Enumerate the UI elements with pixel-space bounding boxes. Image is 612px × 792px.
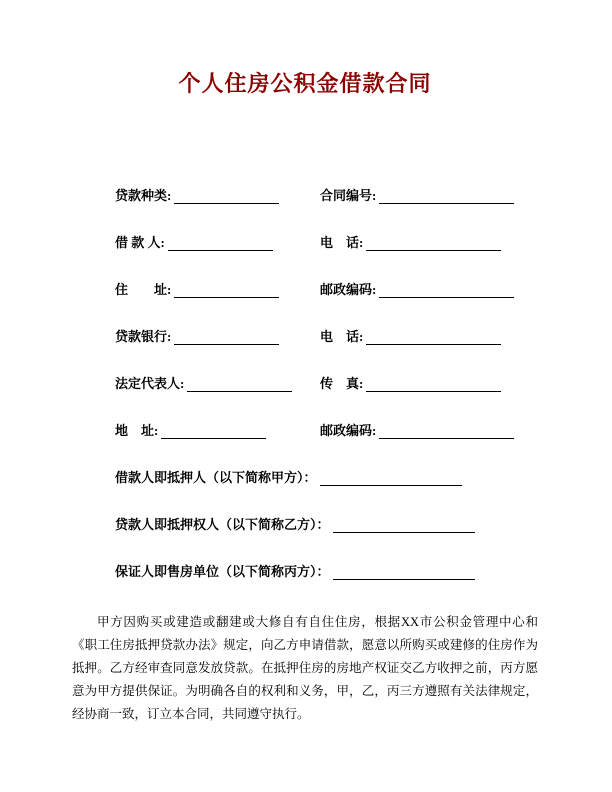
field-label-loan-bank: 贷款银行: [115, 329, 172, 344]
field-borrower [115, 235, 320, 251]
party-label-b: 贷款人即抵押权人（以下简称乙方）： [115, 517, 330, 532]
field-label-fax: 传 真: [320, 376, 364, 391]
blank-line-postal-code-1 [379, 283, 514, 298]
field-fax [320, 376, 538, 392]
field-address-1 [115, 282, 320, 298]
field-label-loan-type: 贷款种类: [115, 188, 172, 203]
field-label-address-1: 住 址: [115, 282, 172, 297]
field-label-postal-code-2: 邮政编码: [320, 423, 377, 438]
field-label-borrower: 借 款 人: [115, 235, 165, 250]
form-row [115, 235, 538, 251]
form-row [115, 376, 538, 392]
field-label-postal-code-1: 邮政编码: [320, 282, 377, 297]
field-label-phone-1: 电 话: [320, 235, 364, 250]
blank-line-postal-code-2 [379, 424, 514, 439]
field-label-legal-representative: 法定代表人: [115, 376, 185, 391]
blank-line-party-c [333, 565, 475, 580]
party-label-a: 借款人即抵押人（以下简称甲方）： [115, 470, 317, 485]
field-loan-bank [115, 329, 320, 345]
form-row [115, 188, 538, 204]
blank-line-party-a [320, 471, 462, 486]
blank-line-contract-number [379, 189, 514, 204]
field-postal-code-2 [320, 423, 538, 439]
field-contract-number [320, 188, 538, 204]
form-fields [115, 188, 538, 580]
blank-line-phone-1 [366, 236, 501, 251]
form-row [115, 329, 538, 345]
document-title: 个人住房公积金借款合同 [178, 71, 432, 96]
field-phone-1 [320, 235, 538, 251]
field-legal-representative [115, 376, 320, 392]
blank-line-loan-bank [174, 330, 279, 345]
blank-line-loan-type [174, 189, 279, 204]
field-label-contract-number: 合同编号: [320, 188, 377, 203]
field-label-address-2: 地 址: [115, 423, 159, 438]
party-row-a [115, 470, 538, 486]
field-address-2 [115, 423, 320, 439]
blank-line-address-1 [174, 283, 279, 298]
field-loan-type [115, 188, 320, 204]
form-row [115, 423, 538, 439]
party-row-b [115, 517, 538, 533]
field-phone-2 [320, 329, 538, 345]
blank-line-phone-2 [366, 330, 501, 345]
party-label-c: 保证人即售房单位（以下简称丙方）： [115, 564, 330, 579]
blank-line-borrower [168, 236, 273, 251]
blank-line-party-b [333, 518, 475, 533]
blank-line-fax [366, 377, 501, 392]
field-label-phone-2: 电 话: [320, 329, 364, 344]
blank-line-legal-representative [187, 377, 292, 392]
field-postal-code-1 [320, 282, 538, 298]
party-row-c [115, 564, 538, 580]
blank-line-address-2 [161, 424, 266, 439]
contract-intro-paragraph: 甲方因购买或建造或翻建或大修自有自住住房，根据XX市公积金管理中心和《职工住房抵押贷款办法》规定，向乙方申请借款，愿意以所购买或建修的住房作为抵押。乙方经审查同意发放贷款。在抵押住房的房地产权证交乙方收押之前，丙方愿意为甲方提供保证。为明确各自的权利和义务，甲，乙，丙三方遵照有关法律规定，经协商一致，订立本合同，共同遵守执行。 [72, 615, 538, 721]
form-row [115, 282, 538, 298]
